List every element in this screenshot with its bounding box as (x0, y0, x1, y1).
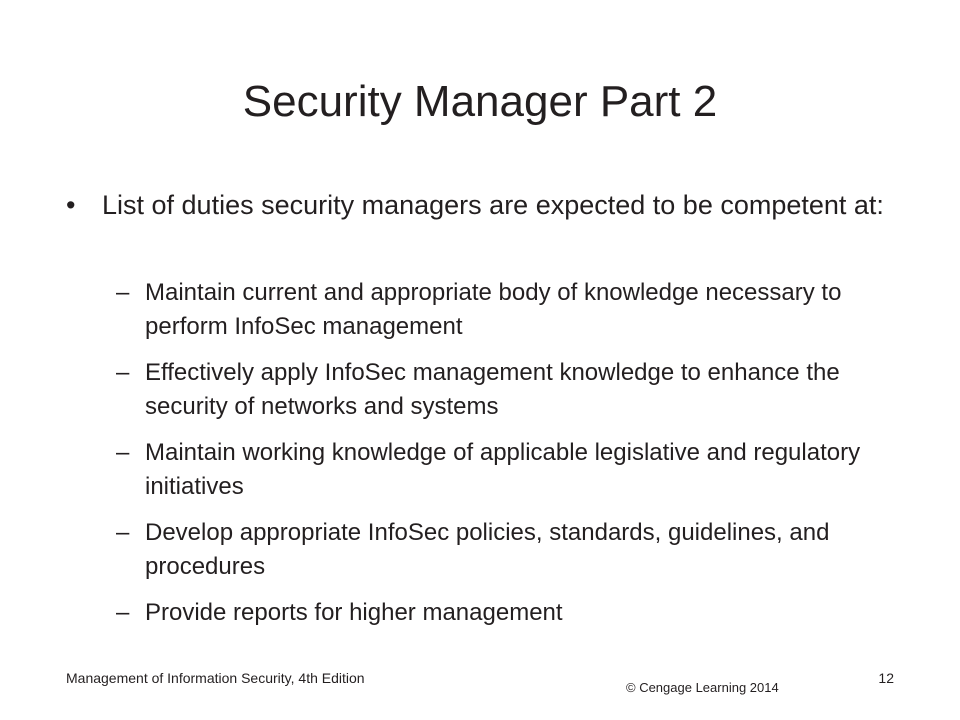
sub-bullet-dash: – (116, 519, 130, 546)
main-bullet-text: List of duties security managers are expected to be competent at: (102, 190, 884, 220)
bullet-marker: • (66, 190, 76, 220)
sub-bullet-text: Provide reports for higher management (145, 599, 563, 626)
sub-bullet-dash: – (116, 439, 130, 466)
sub-bullet-text: Develop appropriate InfoSec policies, standards, guidelines, and procedures (145, 519, 830, 580)
sub-bullet-item (116, 356, 896, 424)
main-bullet (66, 186, 906, 224)
sub-bullet-text: Maintain current and appropriate body of knowledge necessary to perform InfoSec management (145, 279, 842, 340)
sub-bullet-item (116, 516, 896, 584)
footer-page-number: 12 (878, 670, 894, 686)
slide-title: Security Manager Part 2 (242, 77, 718, 126)
sub-bullet-dash: – (116, 599, 130, 626)
footer-copyright: © Cengage Learning 2014 (626, 680, 779, 695)
sub-bullet-dash: – (116, 279, 130, 306)
sub-bullet-item (116, 596, 896, 630)
sub-bullet-list (116, 276, 896, 642)
footer-book-title: Management of Information Security, 4th Edition (66, 670, 365, 686)
sub-bullet-text: Effectively apply InfoSec management knowledge to enhance the security of networks and systems (145, 359, 840, 420)
sub-bullet-item (116, 276, 896, 344)
sub-bullet-item (116, 436, 896, 504)
sub-bullet-text: Maintain working knowledge of applicable legislative and regulatory initiatives (145, 439, 861, 500)
sub-bullet-dash: – (116, 359, 130, 386)
